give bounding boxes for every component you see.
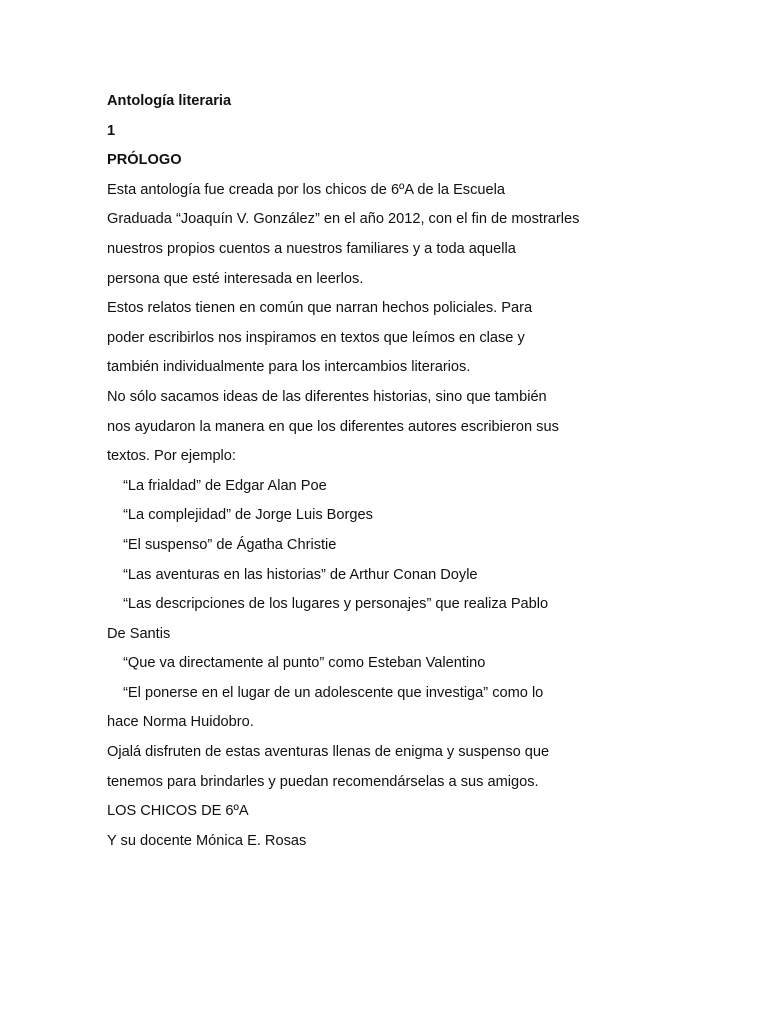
paragraph-ideas — [107, 383, 727, 472]
list-item-text: “Las aventuras en las historias” de Arthur Conan Doyle — [123, 566, 478, 583]
paragraph-line: nuestros propios cuentos a nuestros familiares y a toda aquella — [107, 240, 516, 257]
influences-list — [107, 472, 727, 738]
list-item-text: “El suspenso” de Ágatha Christie — [123, 536, 337, 553]
section-heading: PRÓLOGO — [107, 152, 182, 169]
list-item-text: “La complejidad” de Jorge Luis Borges — [123, 507, 373, 524]
signature-teacher: Y su docente Mónica E. Rosas — [107, 832, 307, 849]
paragraph-line: también individualmente para los intercambios literarios. — [107, 359, 471, 376]
list-item — [107, 590, 727, 620]
paragraph-line: textos. Por ejemplo: — [107, 448, 236, 465]
list-item-continuation: De Santis — [107, 625, 171, 642]
paragraph-line: persona que esté interesada en leerlos. — [107, 270, 364, 287]
paragraph-line: Esta antología fue creada por los chicos de 6ºA de la Escuela — [107, 181, 505, 198]
page-number: 1 — [107, 122, 116, 139]
paragraph-line: Ojalá disfruten de estas aventuras llenas de enigma y suspenso que — [107, 744, 550, 761]
signature-students: LOS CHICOS DE 6ºA — [107, 803, 249, 820]
list-item-text: “Que va directamente al punto” como Esteban Valentino — [123, 655, 486, 672]
paragraph-line: poder escribirlos nos inspiramos en textos que leímos en clase y — [107, 329, 525, 346]
document-title: Antología literaria — [107, 93, 232, 109]
paragraph-line: No sólo sacamos ideas de las diferentes historias, sino que también — [107, 388, 547, 405]
list-item — [107, 561, 727, 591]
list-item-text: “La frialdad” de Edgar Alan Poe — [123, 477, 327, 494]
list-item-continuation: hace Norma Huidobro. — [107, 714, 254, 731]
paragraph-line: tenemos para brindarles y puedan recomendárselas a sus amigos. — [107, 773, 539, 790]
list-item — [107, 501, 727, 531]
list-item — [107, 679, 727, 709]
list-item-text: “El ponerse en el lugar de un adolescente que investiga” como lo — [123, 684, 544, 701]
paragraph-relatos — [107, 294, 727, 383]
paragraph-line: nos ayudaron la manera en que los diferentes autores escribieron sus — [107, 418, 559, 435]
list-item — [107, 649, 727, 679]
list-item — [107, 472, 727, 502]
document-content — [107, 87, 727, 856]
list-item — [107, 531, 727, 561]
paragraph-line: Estos relatos tienen en común que narran hechos policiales. Para — [107, 300, 533, 317]
paragraph-line: Graduada “Joaquín V. González” en el año 2012, con el fin de mostrarles — [107, 211, 580, 228]
paragraph-closing — [107, 738, 727, 797]
paragraph-intro — [107, 176, 727, 294]
list-item-text: “Las descripciones de los lugares y personajes” que realiza Pablo — [123, 596, 549, 613]
